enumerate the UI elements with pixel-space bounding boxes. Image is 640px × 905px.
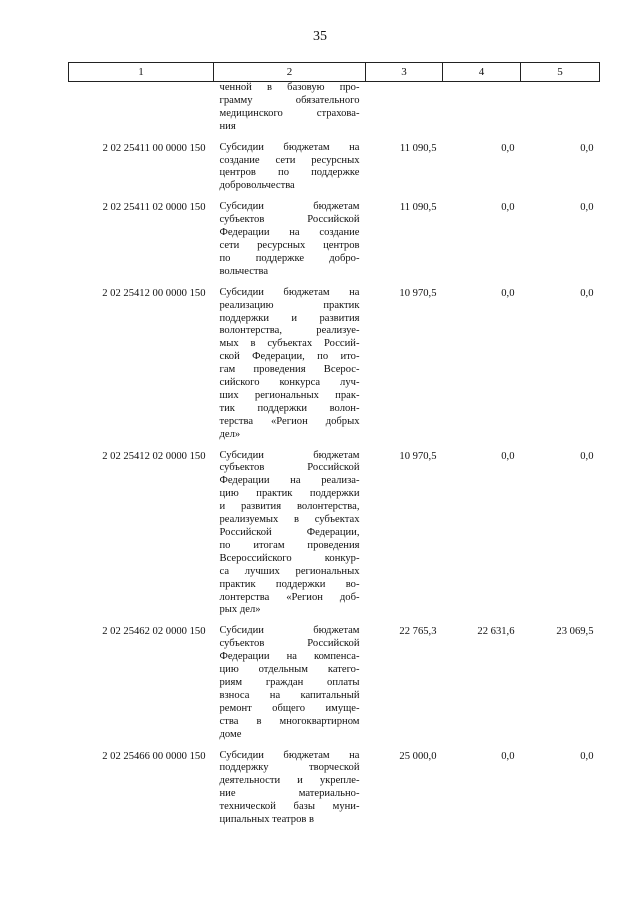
amount-year-1: 25 000,0 — [399, 750, 437, 762]
name-line: рых дел» — [219, 604, 261, 616]
table-row — [69, 625, 600, 749]
name-line: Субсидии бюджетам — [219, 201, 360, 213]
amount-year-1 — [366, 82, 443, 142]
name-line: ченной в базовую про- — [219, 82, 360, 93]
name-line: ние материально- — [219, 788, 360, 800]
budget-code: 2 02 25412 00 0000 150 — [102, 287, 206, 299]
name-line: поддержку творческой — [219, 762, 360, 774]
name-line: субъектов Российской — [219, 638, 360, 650]
budget-code: 2 02 25411 00 0000 150 — [102, 142, 206, 154]
name-line: субъектов Российской — [219, 214, 360, 226]
name-line: ния — [219, 120, 236, 132]
table-row — [69, 287, 600, 450]
name-line: цию практик поддержки — [219, 488, 360, 500]
budget-item-name — [214, 625, 366, 749]
name-line: поддержки и развития — [219, 312, 360, 324]
name-line: медицинского страхова- — [219, 107, 360, 119]
table-row — [69, 201, 600, 286]
name-line: Федерации на реализа- — [219, 475, 360, 487]
name-line: деятельности и укрепле- — [219, 775, 360, 787]
amount-year-2: 22 631,6 — [477, 626, 515, 638]
name-line: Субсидии бюджетам — [219, 449, 360, 461]
budget-table — [68, 62, 600, 835]
name-line: субъектов Российской — [219, 462, 360, 474]
page-number: 35 — [313, 29, 327, 44]
amount-year-1: 11 090,5 — [399, 202, 437, 214]
amount-year-1: 10 970,5 — [399, 450, 437, 462]
name-line: реализацию практик — [219, 299, 360, 311]
name-line: Субсидии бюджетам — [219, 625, 360, 637]
name-line: Российской Федерации, — [219, 527, 360, 538]
amount-year-2: 0,0 — [501, 750, 515, 762]
amount-year-2: 0,0 — [501, 142, 515, 154]
budget-item-name — [214, 450, 366, 626]
amount-year-3: 0,0 — [580, 750, 594, 762]
name-line: ших региональных прак- — [219, 389, 360, 401]
name-line: лонтерства «Регион доб- — [219, 591, 360, 603]
column-header-1: 1 — [69, 63, 214, 82]
name-line: ципальных театров в — [219, 814, 315, 826]
name-line: ской Федерации, по ито- — [219, 351, 360, 363]
name-line: терства «Регион добрых — [219, 415, 360, 427]
amount-year-3: 0,0 — [580, 142, 594, 154]
name-line: и развития волонтерства, — [219, 501, 360, 513]
name-line: Субсидии бюджетам на — [219, 749, 360, 761]
name-line: волонтерства, реализуе- — [219, 325, 360, 337]
name-line: цию отдельным катего- — [219, 664, 360, 676]
amount-year-2: 0,0 — [501, 287, 515, 299]
name-line: Федерации на создание — [219, 227, 360, 239]
name-line: Федерации на компенса- — [219, 651, 360, 663]
name-line: са лучших региональных — [219, 565, 360, 577]
table-row — [69, 142, 600, 202]
table-row — [69, 450, 600, 626]
amount-year-1: 22 765,3 — [399, 626, 437, 638]
amount-year-1: 10 970,5 — [399, 287, 437, 299]
name-line: мых в субъектах Россий- — [219, 338, 360, 350]
name-line: сийского конкурса луч- — [219, 377, 360, 389]
budget-item-name — [214, 201, 366, 286]
name-line: Субсидии бюджетам на — [219, 286, 360, 298]
name-line: тик поддержки волон- — [219, 402, 360, 414]
name-line: Всероссийского конкур- — [219, 552, 360, 564]
table-body — [69, 82, 600, 835]
name-line: гам проведения Всерос- — [219, 364, 360, 376]
name-line: вольчества — [219, 265, 269, 277]
amount-year-3 — [521, 82, 600, 142]
name-line: ства в многоквартирном — [219, 715, 360, 727]
table-header-row — [69, 63, 600, 82]
name-line: Субсидии бюджетам на — [219, 141, 360, 153]
budget-code: 2 02 25411 02 0000 150 — [102, 202, 206, 214]
budget-code: 2 02 25412 02 0000 150 — [102, 450, 206, 462]
name-line: грамму обязательного — [219, 94, 360, 106]
budget-item-name — [214, 750, 366, 835]
name-line: добровольчества — [219, 180, 295, 192]
budget-item-name — [214, 287, 366, 450]
amount-year-3: 23 069,5 — [556, 626, 594, 638]
name-line: риям граждан оплаты — [219, 676, 360, 688]
amount-year-2: 0,0 — [501, 450, 515, 462]
amount-year-1: 11 090,5 — [399, 142, 437, 154]
budget-code: 2 02 25462 02 0000 150 — [102, 626, 206, 638]
name-line: сети ресурсных центров — [219, 239, 360, 251]
name-line: практик поддержки во- — [219, 578, 360, 590]
amount-year-3: 0,0 — [580, 287, 594, 299]
name-line: технической базы муни- — [219, 801, 360, 813]
budget-code: 2 02 25466 00 0000 150 — [102, 750, 206, 762]
column-header-3: 3 — [366, 63, 443, 82]
amount-year-2 — [443, 82, 521, 142]
budget-item-name — [214, 142, 366, 202]
table-row — [69, 82, 600, 142]
budget-item-name — [214, 82, 366, 142]
column-header-4: 4 — [443, 63, 521, 82]
name-line: дел» — [219, 428, 241, 440]
name-line: взноса на капитальный — [219, 689, 360, 701]
name-line: реализуемых в субъектах — [219, 514, 360, 526]
table-row — [69, 750, 600, 835]
name-line: центров по поддержке — [219, 167, 360, 179]
amount-year-2: 0,0 — [501, 202, 515, 214]
amount-year-3: 0,0 — [580, 450, 594, 462]
column-header-2: 2 — [214, 63, 366, 82]
amount-year-3: 0,0 — [580, 202, 594, 214]
column-header-5: 5 — [521, 63, 600, 82]
name-line: по поддержке добро- — [219, 252, 360, 264]
name-line: ремонт общего имуще- — [219, 702, 360, 714]
name-line: по итогам проведения — [219, 539, 360, 551]
name-line: доме — [219, 728, 242, 740]
name-line: создание сети ресурсных — [219, 154, 360, 166]
budget-code — [69, 82, 214, 142]
